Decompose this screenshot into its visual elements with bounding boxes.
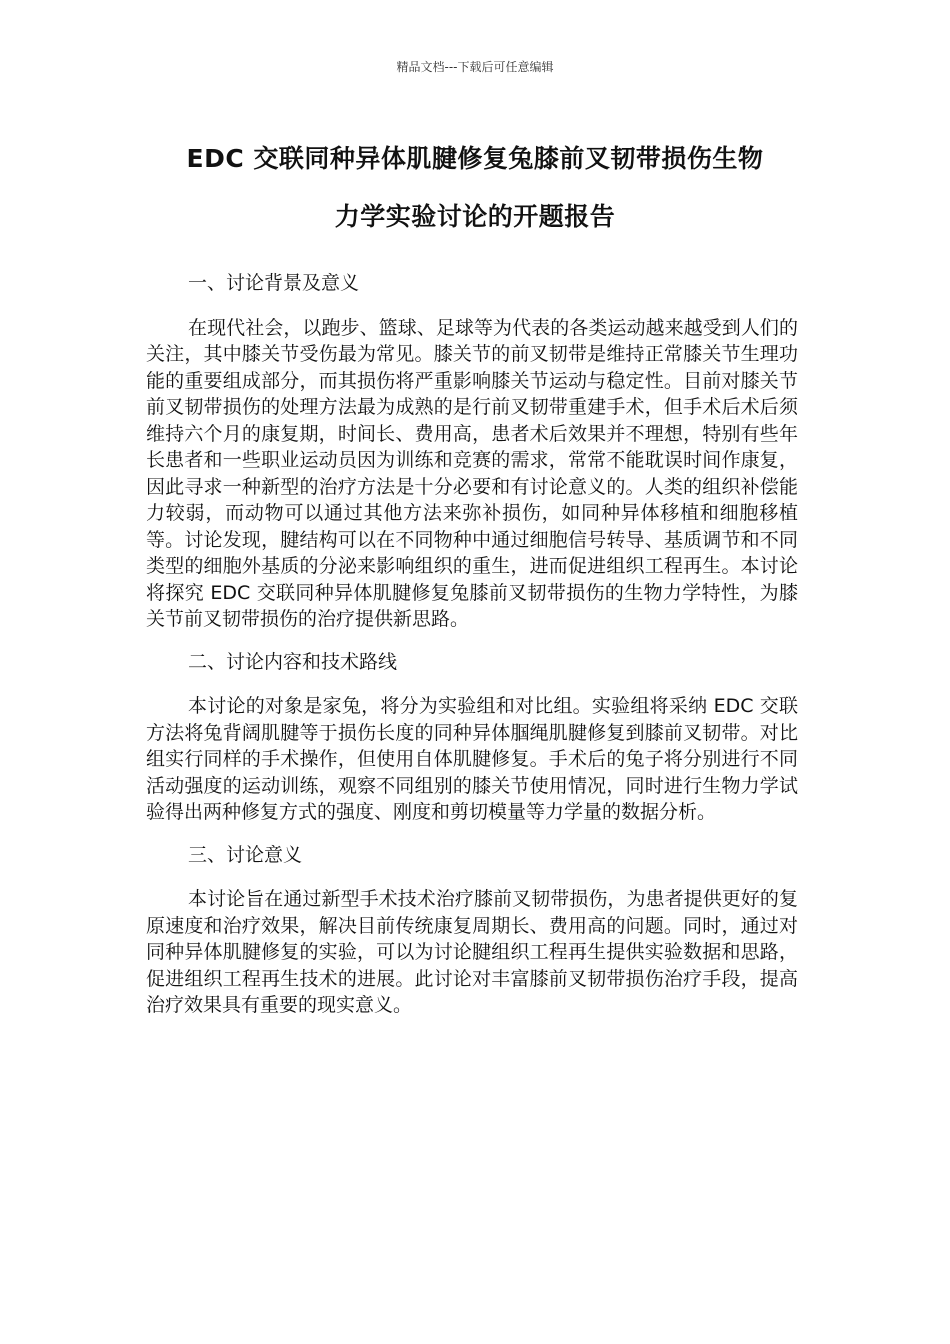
title-line-1: EDC 交联同种异体肌腱修复兔膝前叉韧带损伤生物 bbox=[186, 144, 764, 173]
section-heading-background: 一、讨论背景及意义 bbox=[188, 272, 360, 294]
section-paragraph-significance: 本讨论旨在通过新型手术技术治疗膝前叉韧带损伤，为患者提供更好的复原速度和治疗效果，解决目前传统康复周期长、费用高的问题。同时，通过对同种异体肌腱修复的实验，可以为讨论腱组织工程再生提供实验数据和思路，促进组织工程再生技术的进展。此讨论对丰富膝前叉韧带损伤治疗手段，提高治疗效果具有重要的现实意义。 bbox=[146, 888, 798, 1016]
section-paragraph-background: 在现代社会，以跑步、篮球、足球等为代表的各类运动越来越受到人们的关注，其中膝关节受伤最为常见。膝关节的前叉韧带是维持正常膝关节生理功能的重要组成部分，而其损伤将严重影响膝关节运动与稳定性。目前对膝关节前叉韧带损伤的处理方法最为成熟的是行前叉韧带重建手术，但手术后术后须维持六个月的康复期，时间长、费用高，患者术后效果并不理想，特别有些年长患者和一些职业运动员因为训练和竞赛的需求，常常不能耽误时间作康复，因此寻求一种新型的治疗方法是十分必要和有讨论意义的。人类的组织补偿能力较弱，而动物可以通过其他方法来弥补损伤，如同种异体移植和细胞移植等。讨论发现，腱结构可以在不同物种中通过细胞信号转导、基质调节和不同类型的细胞外基质的分泌来影响组织的重生，进而促进组织工程再生。本讨论将探究 EDC 交联同种异体肌腱修复兔膝前叉韧带损伤的生物力学特性，为膝关节前叉韧带损伤的治疗提供新思路。 bbox=[146, 316, 798, 630]
document-title bbox=[140, 130, 810, 246]
page-header-note: 精品文档---下载后可任意编辑 bbox=[396, 60, 554, 74]
title-line-2: 力学实验讨论的开题报告 bbox=[334, 202, 616, 231]
document-body bbox=[146, 270, 798, 1035]
section-heading-significance: 三、讨论意义 bbox=[188, 843, 303, 866]
section-paragraph-content-route: 本讨论的对象是家兔，将分为实验组和对比组。实验组将采纳 EDC 交联方法将兔背阔肌腱等于损伤长度的同种异体腘绳肌腱修复到膝前叉韧带。对比组实行同样的手术操作，但使用自体肌腱修复。手术后的兔子将分别进行不同活动强度的运动训练，观察不同组别的膝关节使用情况，同时进行生物力学试验得出两种修复方式的强度、刚度和剪切模量等力学量的数据分析。 bbox=[146, 695, 798, 823]
section-heading-content-route: 二、讨论内容和技术路线 bbox=[188, 650, 398, 673]
